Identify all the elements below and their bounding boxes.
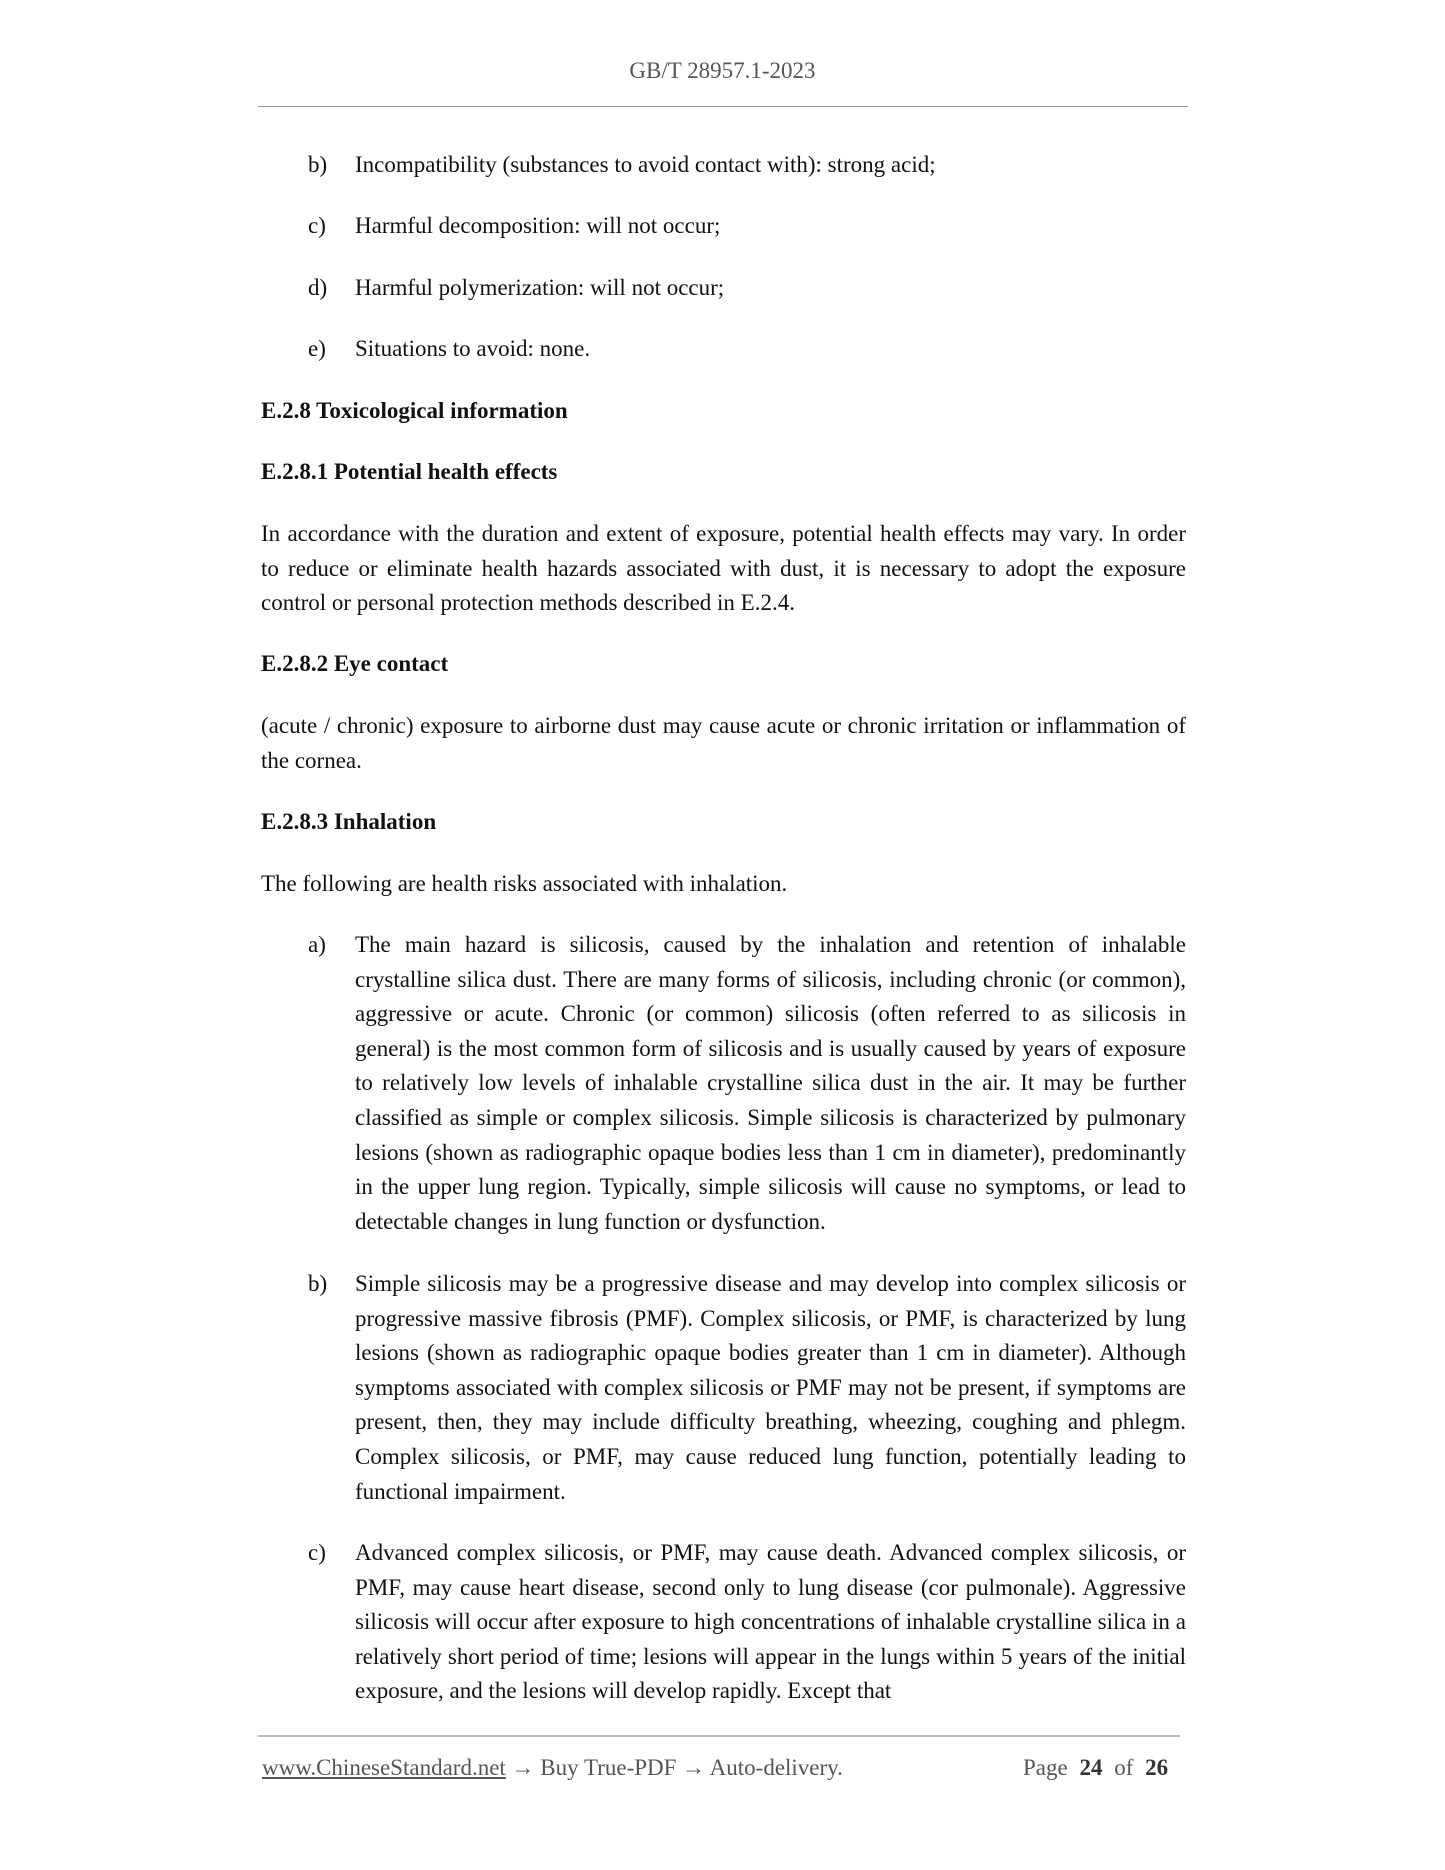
page-total: 26 — [1145, 1755, 1169, 1780]
item-text: The main hazard is silicosis, caused by the inhalation and retention of inhalable crystalline silica dust. There are many forms of silicosis, including chronic (or common), aggressive or acute. Chronic (or common) silicosis (often referred to as silicosis in general) is the most common form of silicosis and is usually caused by years of exposure to relatively low levels of inhalable crystalline silica dust in the air. It may be further classified as simple or complex silicosis. Simple silicosis is characterized by pulmonary lesions (shown as radiographic opaque bodies less than 1 cm in diameter), predominantly in the upper lung region. Typically, simple silicosis will cause no symptoms, or lead to detectable changes in lung function or dysfunction. — [355, 932, 1186, 1234]
list-item — [308, 332, 1186, 367]
item-text: Harmful decomposition: will not occur; — [355, 213, 721, 238]
item-text: Incompatibility (substances to avoid contact with): strong acid; — [355, 152, 936, 177]
list-item — [308, 148, 1186, 183]
item-label: b) — [308, 1271, 328, 1296]
page-number: 24 — [1079, 1755, 1103, 1780]
item-text: Simple silicosis may be a progressive disease and may develop into complex silicosis or progressive massive fibrosis (PMF). Complex silicosis, or PMF, is characterized by lung lesions (shown as radiographic opaque bodies greater than 1 cm in diameter). Although symptoms associated with complex silicosis or PMF may not be present, if symptoms are present, then, they may include difficulty breathing, wheezing, coughing and phlegm. Complex silicosis, or PMF, may cause reduced lung function, potentially leading to functional impairment. — [355, 1271, 1186, 1504]
item-label: d) — [308, 275, 328, 300]
document-header: GB/T 28957.1-2023 — [629, 58, 816, 83]
footer-left — [262, 1755, 843, 1781]
item-text: Situations to avoid: none. — [355, 336, 591, 361]
item-label: b) — [308, 152, 328, 177]
item-text: Advanced complex silicosis, or PMF, may cause death. Advanced complex silicosis, or PMF, may cause heart disease, second only to lung disease (cor pulmonale). Aggressive silicosis will occur after exposure to high concentrations of inhalable crystalline silica in a relatively short period of time; lesions will appear in the lungs within 5 years of the initial exposure, and the lesions will develop rapidly. Except that — [355, 1540, 1186, 1704]
item-label: e) — [308, 336, 326, 361]
list-item — [308, 271, 1186, 306]
list-item — [308, 1267, 1186, 1509]
item-label: c) — [308, 1540, 326, 1565]
section-heading: E.2.8.2 Eye contact — [261, 651, 449, 676]
paragraph: The following are health risks associated with inhalation. — [261, 871, 788, 896]
page-label: Page — [1023, 1755, 1068, 1780]
page-indicator — [1023, 1755, 1168, 1781]
website-link[interactable]: www.ChineseStandard.net — [262, 1755, 506, 1780]
section-heading: E.2.8 Toxicological information — [261, 398, 568, 423]
section-heading: E.2.8.3 Inhalation — [261, 809, 437, 834]
footer-tagline: → Buy True-PDF → Auto-delivery. — [505, 1755, 843, 1780]
item-label: c) — [308, 213, 326, 238]
footer-divider — [258, 1735, 1180, 1737]
list-item — [308, 1536, 1186, 1709]
header-divider — [258, 106, 1188, 107]
paragraph: (acute / chronic) exposure to airborne dust may cause acute or chronic irritation or inflammation of the cornea. — [261, 713, 1186, 773]
item-label: a) — [308, 932, 326, 957]
item-text: Harmful polymerization: will not occur; — [355, 275, 725, 300]
list-item — [308, 209, 1186, 244]
paragraph: In accordance with the duration and extent of exposure, potential health effects may vary. In order to reduce or eliminate health hazards associated with dust, it is necessary to adopt the exposure control or personal protection methods described in E.2.4. — [261, 521, 1186, 616]
list-item — [308, 928, 1186, 1239]
section-heading: E.2.8.1 Potential health effects — [261, 459, 558, 484]
of-label: of — [1114, 1755, 1134, 1780]
